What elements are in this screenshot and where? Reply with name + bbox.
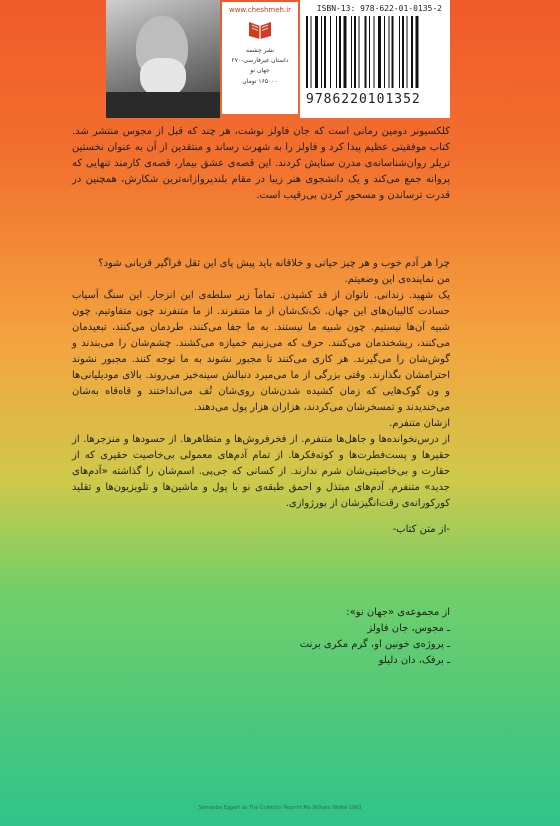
excerpt-source: -از متن کتاب- — [392, 524, 450, 535]
barcode-digits: 9786220101352 — [306, 92, 421, 107]
author-photo — [106, 0, 220, 118]
author-coat — [106, 92, 220, 118]
excerpt-block — [72, 256, 450, 538]
price: ۱۶۵۰۰۰ تومان — [242, 78, 278, 85]
series-item: ـ مجوس، جان فاولز — [367, 623, 450, 634]
excerpt-paragraph: یک شهید. زندانی. ناتوان از قد کشیدن. تماماً زیر سلطه‌ی این انزجار. این سنگ آسیاب حسادت کالیبان‌های این جهان. تک‌تک‌شان از ما متنفرند. از ما متنفرند چون متفاوتیم. چون شبیه آن‌ها نیستیم. چون شبیه ما نیستند. به ما جفا می‌کنند، طردمان می‌کنند، تبعیدمان می‌کنند، ریشخندمان می‌کنند. حرف که می‌زنیم خمیازه می‌کشند. چشم‌شان را می‌بندند و گوش‌شان را می‌گیرند. هر کاری می‌کنند تا مجبور نشوند به ما توجه کنند. مجبور نشوند احترامشان بگذارند. وقتی بزرگی از ما می‌میرد دنبالش سینه‌خیز می‌روند. بالای مودیلیانی‌ها و ون گوک‌هایی که زمان کشیده شدن‌شان روی‌شان تُف می‌انداختند و قاه‌قاه به‌شان می‌خندیدند و تمسخرشان می‌کردند، هزاران هزار پول می‌دهند. — [72, 290, 450, 413]
blurb-paragraph — [72, 124, 450, 204]
copyright-footer: Semaeba Eggart as The Collector Reprint Ma William Wolke 1963 — [198, 805, 362, 811]
barcode-box — [300, 0, 450, 118]
book-logo-icon — [247, 18, 273, 40]
series-item: ـ برفک، دان دلیلو — [378, 655, 450, 666]
series-title: از مجموعه‌ی «جهان نو»: — [346, 607, 450, 618]
excerpt-line: از‌شان متنفرم. — [389, 418, 450, 429]
series-item: ـ پروژه‌ی خونین او، گرم مکری برنت — [299, 639, 450, 650]
publisher-logo-card — [222, 2, 298, 114]
isbn-label: ISBN-13: 978-622-01-0135-2 — [316, 4, 442, 13]
series-line-1: داستان غیرفارسی-۲۷۰ — [231, 57, 289, 64]
excerpt-question: چرا هر آدم خوب و هر چیز حیاتی و خلاقانه باید پیش پای این ثقل فراگیر قربانی شود؟ — [98, 258, 450, 269]
series-list — [72, 605, 450, 669]
barcode-bars — [306, 16, 444, 88]
series-line-2: جهان نو — [250, 67, 270, 74]
excerpt-paragraph: از درس‌نخوانده‌ها و جاهل‌ها متنفرم. از فخرفروش‌ها و متظاهرها. از حسودها و منزجرها. از حقیرها و پست‌فطرت‌ها و کوته‌فکرها. از تمام آدم‌های معمولی بی‌خاصیت حقیری که از حقارت و بی‌خاصیتی‌شان شرم ندارند. از کسانی که جی‌پی. اسم‌شان را گذاشته «آدم‌های جدید» متنفرم. آدم‌های مبتذل و احمق طبقه‌ی نو با پول و ماشین‌ها و تلویزیون‌ها و تقلید کورکورانه‌ی رقت‌انگیزشان از بورژوازی. — [72, 434, 450, 509]
publisher-name: نشر چشمه — [246, 47, 274, 54]
excerpt-line: من نماینده‌ی این وضعیتم. — [344, 274, 450, 285]
blurb-text: کلکسیونر دومین رمانی است که جان فاولز نوشت، هر چند که قبل از مجوس منتشر شد. کتاب موفقیتی عظیم پیدا کرد و فاولز را به شهرت رساند و منتقدین از آن به عنوان نخستین تریلر روان‌شناسانه‌ی مدرن ستایش کردند. این قصه‌ی عشق بیمار، قصه‌ی کارمند تنهایی که پروانه جمع می‌کند و یک دانشجوی هنر زیبا در مقام بلندپروازانه‌ترین شکارش، همچنین در قدرت ترساندن و مسحور کردن بی‌رقیب است. — [72, 126, 450, 201]
publisher-url: www.cheshmeh.ir — [228, 6, 292, 14]
